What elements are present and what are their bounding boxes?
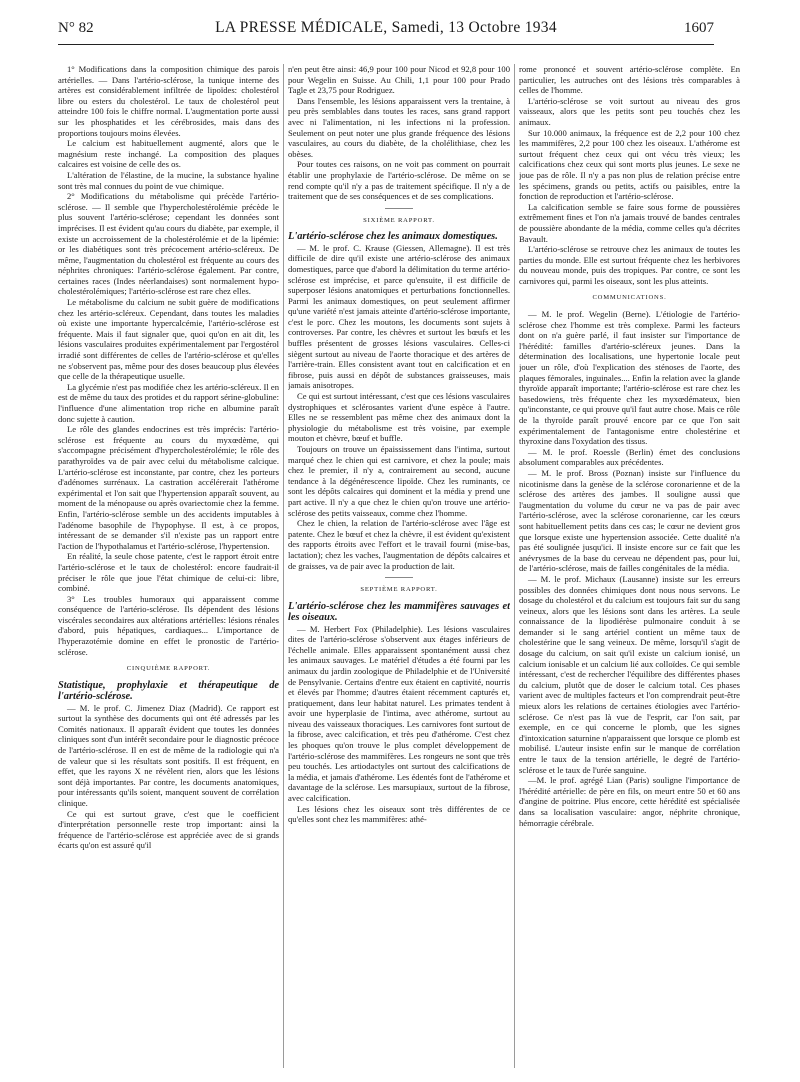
- paragraph: — M. le prof. Roessle (Berlin) émet des conclusions absolument comparables aux précédentes.: [519, 446, 740, 468]
- column-1: [58, 64, 279, 1074]
- issue-number: N° 82: [58, 20, 94, 36]
- paragraph: La calcification semble se faire sous forme de poussières extrêmement fines et l'on n'a jamais trouvé de bandes centrales de poussière abondante de la média, comme celles qu'a décrites Bavault.: [519, 201, 740, 244]
- paragraph: L'artério-sclérose se retrouve chez les animaux de toutes les parties du monde. Elle est surtout fréquente chez les herbivores du nouveau monde, puis des tropiques. Par contre, ce sont les carnivores qui, parmi les oiseaux, sont les plus atteints.: [519, 244, 740, 286]
- paragraph: — M. le prof. C. Krause (Giessen, Allemagne). Il est très difficile de dire qu'il existe une artério-sclérose des animaux domestiques, parce que d'abord la délimitation du terme artério-sclérose est imprécise, et parce qu'ensuite, il est difficile de superposer lésions anatomiques et perturbations fonctionnelles. Parmi les animaux domestiques, on peut seulement affirmer qu'une variété n'est jamais atteinte d'artério-sclérose importante, c'est le porc. Chez les moutons, les documents sont sujets à controverses. Par contre, les chèvres et surtout les bœufs et les buffles présentent de grosses lésions vasculaires. Celles-ci siègent surtout au niveau de l'aorte thoracique et des artères de l'arrière-train. Elles consistent avant tout en calcification et en fibrose, puis aussi en dépôt de substances graisseuses, mais jamais anisotropes.: [288, 242, 510, 391]
- column-2: [288, 64, 510, 1074]
- section-heading: COMMUNICATIONS.: [592, 294, 667, 302]
- paragraph: n'en peut être ainsi: 46,9 pour 100 pour Nicod et 92,8 pour 100 pour Wegelin en Suisse. Au Chili, 1,1 pour 100 pour Prado Tagle et 23,75 pour Rodriguez.: [288, 64, 510, 96]
- journal-title: LA PRESSE MÉDICALE, Samedi, 13 Octobre 1934: [215, 19, 557, 36]
- page-header: [58, 16, 714, 45]
- column-3: [519, 64, 740, 1074]
- report-title: Statistique, prophylaxie et thérapeutique de l'artério-sclérose.: [58, 679, 279, 703]
- paragraph: La glycémie n'est pas modifiée chez les artério-scléreux. Il en est de même du taux des protides et du rapport sérine-globuline: l'influence d'une alimentation trop riche en albumine paraît donc sujette à caution.: [58, 381, 279, 424]
- section-heading: SEPTIÈME RAPPORT.: [360, 586, 438, 594]
- paragraph: Toujours on trouve un épaississement dans l'intima, surtout marqué chez le chien qui est carnivore, et chez la poule; mais chez le premier, il n'y a, contrairement au second, aucune tendance à la dégénérescence lipoïde. Chez les ruminants, ce sont les dépôts calcaires qui dominent et la média y prend une part active. Il n'y a que chez le chien qu'on trouve une artério-sclérose des petits vaisseaux, comme chez l'homme.: [288, 444, 510, 518]
- section-heading: SIXIÈME RAPPORT.: [363, 216, 435, 224]
- paragraph: — M. le prof. C. Jimenez Diaz (Madrid). Ce rapport est surtout la synthèse des documents qui ont été adressés par les Comités nationaux. Il apparaît évident que toutes les données cliniques sont d'un intérêt secondaire pour le diagnostic précoce de l'artério-sclérose. Il en est de même de la radiologie qui n'a de valeur que si les résultats sont positifs. Il est fréquent, en effet, que les rayons X ne révèlent rien, alors que les lésions sont déjà importantes. Par contre, les documents anatomiques, pour intéressants qu'ils soient, manquent souvent de corrélation clinique.: [58, 702, 279, 808]
- paragraph: Ce qui est surtout intéressant, c'est que ces lésions vasculaires dystrophiques et sclérosantes varient d'une espèce à l'autre. Elles ne se ressemblent pas même chez des animaux dont la physiologie du métabolisme est très voisine, par exemple mouton et chèvre, bœuf et buffle.: [288, 391, 510, 444]
- paragraph: L'artério-sclérose se voit surtout au niveau des gros vaisseaux, alors que les petits sont peu touchés chez les animaux.: [519, 95, 740, 127]
- report-title: L'artério-sclérose chez les animaux domestiques.: [288, 231, 498, 243]
- paragraph: Dans l'ensemble, les lésions apparaissent vers la trentaine, à peu près semblables dans toutes les races, sans grand rapport avec ni l'alimentation, ni les infections ni la profession. Seulement on peut noter une plus grande fréquence des lésions vasculaires, au cours du diabète, de la cholélithiase, chez les obèses.: [288, 95, 510, 159]
- paragraph: — M. le prof. Wegelin (Berne). L'étiologie de l'artério-sclérose chez l'homme est très complexe. Parmi les facteurs dont on n'a guère parlé, il faut insister sur l'importance de l'hérédité: familles d'artério-scléreux jeunes. Dans la détermination des localisations, une hypertonie locale peut jouer un rôle, d'où l'explication des sténoses de l'aorte, des plaques fémorales, inguinales.... Enfin la relation avec la glande thyroïde apparaît importante; l'artério-sclérose est rare chez les basedowiens, très fréquente chez les myxœdémateux, bien qu'inconstante, ce qui prouve qu'il faut autre chose. Mais ce rôle de la thyroïde paraît prouvé encore par ce que l'on sait expérimentalement de l'antagonisme entre cholestérine et thyroxine dans l'oxydation des tissus.: [519, 309, 740, 447]
- paragraph: 3° Les troubles humoraux qui apparaissent comme conséquence de l'artério-sclérose. Ils dépendent des lésions viscérales secondaires aux altérations artérielles: lésions rénales d'abord, puis hépatiques, cardiaques... L'importance de l'hyperazotémie domine en effet le pronostic de l'artério-sclérose.: [58, 593, 279, 657]
- section-divider: [385, 208, 413, 209]
- paragraph: Le rôle des glandes endocrines est très imprécis: l'artério-sclérose est fréquente au cours du myxœdème, qui s'accompagne précisément d'hypercholestérolémie; le rôle des parathyroïdes va de pair avec celui du métabolisme calcique. L'artério-sclérose est inconstante, par contre, chez les porteurs d'adénomes surrénaux. La castration accélérerait l'athérome expérimental et l'on sait que l'hypertension apparaît souvent, au moment de la ménopause ou après ovariectomie chez la femme. Enfin, l'artério-sclérose semble un des accidents imputables à l'adénome basophile de l'hypophyse. Il est, à ce propos, intéressant de se demander s'il n'existe pas un rapport entre l'action de l'hypothalamus et l'artério-sclérose, l'hypertension.: [58, 424, 279, 551]
- paragraph: 1° Modifications dans la composition chimique des parois artérielles. — Dans l'artério-sclérose, la tunique interne des artères est considérablement infiltrée de lipoïdes: cholestérol libre ou esters du cholestérol. Le taux de cholestérol peut atteindre 100 fois le chiffre normal. L'augmentation porte aussi sur les phosphatides et les cérébrosides, mais dans des proportions toujours moins élevées.: [58, 64, 279, 138]
- paragraph: Le métabolisme du calcium ne subit guère de modifications chez les artério-scléreux. Cependant, dans toutes les maladies où existe une importante hypercalcémie, l'artério-sclérose est fréquente. Mais il faut signaler que, quoi qu'on en ait dit, les lésions vasculaires produites expérimentalement par l'ergostérol irradié sont différentes de celles de l'artério-sclérose et qu'elles ne s'observent pas, même pour des doses beaucoup plus élevées que celle de la thérapeutique usuelle.: [58, 297, 279, 382]
- paragraph: rome prononcé et souvent artério-sclérose complète. En particulier, les autruches ont des lésions très comparables à celles de l'homme.: [519, 64, 740, 96]
- paragraph: Pour toutes ces raisons, on ne voit pas comment on pourrait établir une prophylaxie de l'artério-sclérose. De même on se rend compte qu'il n'y a pas de traitement spécifique. Il n'y a de traitement que de ses conséquences et de ses complications.: [288, 159, 510, 202]
- report-title: L'artério-sclérose chez les mammifères sauvages et les oiseaux.: [288, 600, 510, 624]
- section-divider: [385, 577, 413, 578]
- paragraph: Ce qui est surtout grave, c'est que le coefficient d'interprétation personnelle reste trop important: ainsi la fréquence de l'artério-sclérose est appréciée avec de si grands écarts qu'on est assuré qu'il: [58, 808, 279, 851]
- paragraph: — M. Herbert Fox (Philadelphie). Les lésions vasculaires dites de l'artério-sclérose s'observent aux étages inférieurs de l'échelle animale. Elles apparaissent spontanément aussi chez les animaux sauvages. Le matériel d'études a été fourni par les animaux du jardin zoologique de Philadelphie et de l'Université de Pensylvanie. Certains d'entre eux étaient en captivité, nourris et élevés par l'homme; d'autres étaient récemment capturés et, pratiquement, dans leur habitat naturel. Les primates tendent à avoir une hyperplasie de l'intima, avec athérome, surtout au niveau des vaisseaux thoraciques. Les carnivores font surtout de la fibrose, avec calcification, et très peu d'athérome. C'est chez les phoques qu'on trouve le plus complet développement de l'artério-sclérose des mammifères. Les rongeurs ne sont que très peu touchés. Les artiodactyles ont surtout des calcifications de la média, et jamais d'athérome. Les édentés font de l'athérome et davantage de la sclérose. Les marsupiaux, surtout de la fibrose, avec calcification.: [288, 623, 510, 804]
- section-heading: CINQUIÈME RAPPORT.: [126, 665, 211, 673]
- paragraph: — M. le prof. Michaux (Lausanne) insiste sur les erreurs possibles des données chimiques dont nous nous servons. Le dosage du cholestérol et du calcium est toujours fait sur du sang veineux, alors que les lésions sont dans les artères. La seule connaissance de la lipodiérèse pulmonaire conduit à se demander si le sang artériel contient un même taux de cholestérine que le sang veineux. De même, lorsqu'il s'agit de dosage du calcium, on sait qu'il existe un calcium ionisé, un calcium ionisable et un calcium lié aux colloïdes. Ce qui semble intéressant, c'est de rechercher l'équilibre des différentes phases du calcium, plutôt que de doser le calcium total. Ces phases varient avec de multiples facteurs et l'on comprendrait peut-être mieux alors les relations de certaines étiologies avec l'artério-sclérose. Ce n'est pas là vue de l'esprit, car l'on sait, par exemple, en ce qui concerne le plomb, que les signes d'intoxication saturnine n'apparaissent que lorsque ce plomb est mobilisé. L'auteur insiste enfin sur le manque de corrélation entre le taux de la tension artérielle, le degré de l'artério-sclérose et le taux de l'urée sanguine.: [519, 573, 740, 775]
- paragraph: L'altération de l'élastine, de la mucine, la substance hyaline sont très mal connues du point de vue chimique.: [58, 169, 279, 191]
- paragraph: En réalité, la seule chose patente, c'est le rapport étroit entre l'artério-sclérose et le taux de cholestérol: encore faudrait-il préciser le rôle que joue l'état chimique de celui-ci: libre, combiné.: [58, 551, 279, 594]
- paragraph: Chez le chien, la relation de l'artério-sclérose avec l'âge est patente. Chez le bœuf et chez la chèvre, il est évident qu'existent des rapports étroits avec l'effort et le travail fourni (mise-bas, lactation); chez les vaches, l'augmentation de dépôts calcaires et de graisses, va de pair avec la production de lait.: [288, 518, 510, 571]
- paragraph: Sur 10.000 animaux, la fréquence est de 2,2 pour 100 chez les mammifères, 2,2 pour 100 chez les oiseaux. L'athérome est surtout fréquent chez ceux qui ont vécu très vieux; les calcifications chez ceux qui sont morts plus jeunes. Le sexe ne joue pas de rôle. Il n'y a pas non plus de relation précise entre les spécimens, grands ou petits, actifs ou paisibles, entre la fonction de reproduction et l'artério-sclérose.: [519, 127, 740, 202]
- paragraph: — M. le prof. Bross (Poznan) insiste sur l'influence du nicotinisme dans la genèse de la sclérose coronarienne et de la sclérose des artères des jambes. Il souligne aussi que l'augmentation du volume du cœur ne va pas de pair avec l'artério-sclérose, avec la sclérose coronarienne, car les cœurs sont habituellement petits dans ces cas; le cœur ne devient gros que lorsque existe une hypertension associée. Cette dualité n'a pas été soulignée jusqu'ici. Il insiste encore sur ce fait que les anévrysmes de la base du cerveau ne dépendent pas, pour lui, de l'artério-sclérose, mais de failles congénitales de la média.: [519, 467, 740, 574]
- paragraph: Le calcium est habituellement augmenté, alors que le magnésium reste inchangé. La composition des plaques calcaires est voisine de celle des os.: [58, 138, 279, 170]
- paragraph: —M. le prof. agrégé Lian (Paris) souligne l'importance de l'hérédité artérielle: de père en fils, on meurt entre 50 et 60 ans d'angine de poitrine. Plus encore, cette hérédité est spécialisée dans sa localisation vasculaire: angor, néphrite chronique, hémorragie cérébrale.: [519, 775, 740, 828]
- paragraph: Les lésions chez les oiseaux sont très différentes de ce qu'elles sont chez les mammifères: athé-: [288, 803, 510, 825]
- page-number: 1607: [684, 20, 714, 36]
- paragraph: 2° Modifications du métabolisme qui précède l'artério-sclérose. — Il semble que l'hypercholestérolémie précède le plus souvent l'artério-sclérose; cependant les données sont imprécises. Il est évident qu'au cours du diabète, par exemple, il existe un accroissement de la cholestérolémie et de la lipémie: or les diabétiques sont très précocement artério-scléreux. De même, l'augmentation du cholestérol est fréquente au cours des néphrites chroniques: l'artério-sclérose également. Par contre, certaines races (Indes néerlandaises) sont normalement hypo-cholestérolémiques; l'artério-sclérose est rare chez elles.: [58, 191, 279, 297]
- article-body: [58, 64, 758, 1074]
